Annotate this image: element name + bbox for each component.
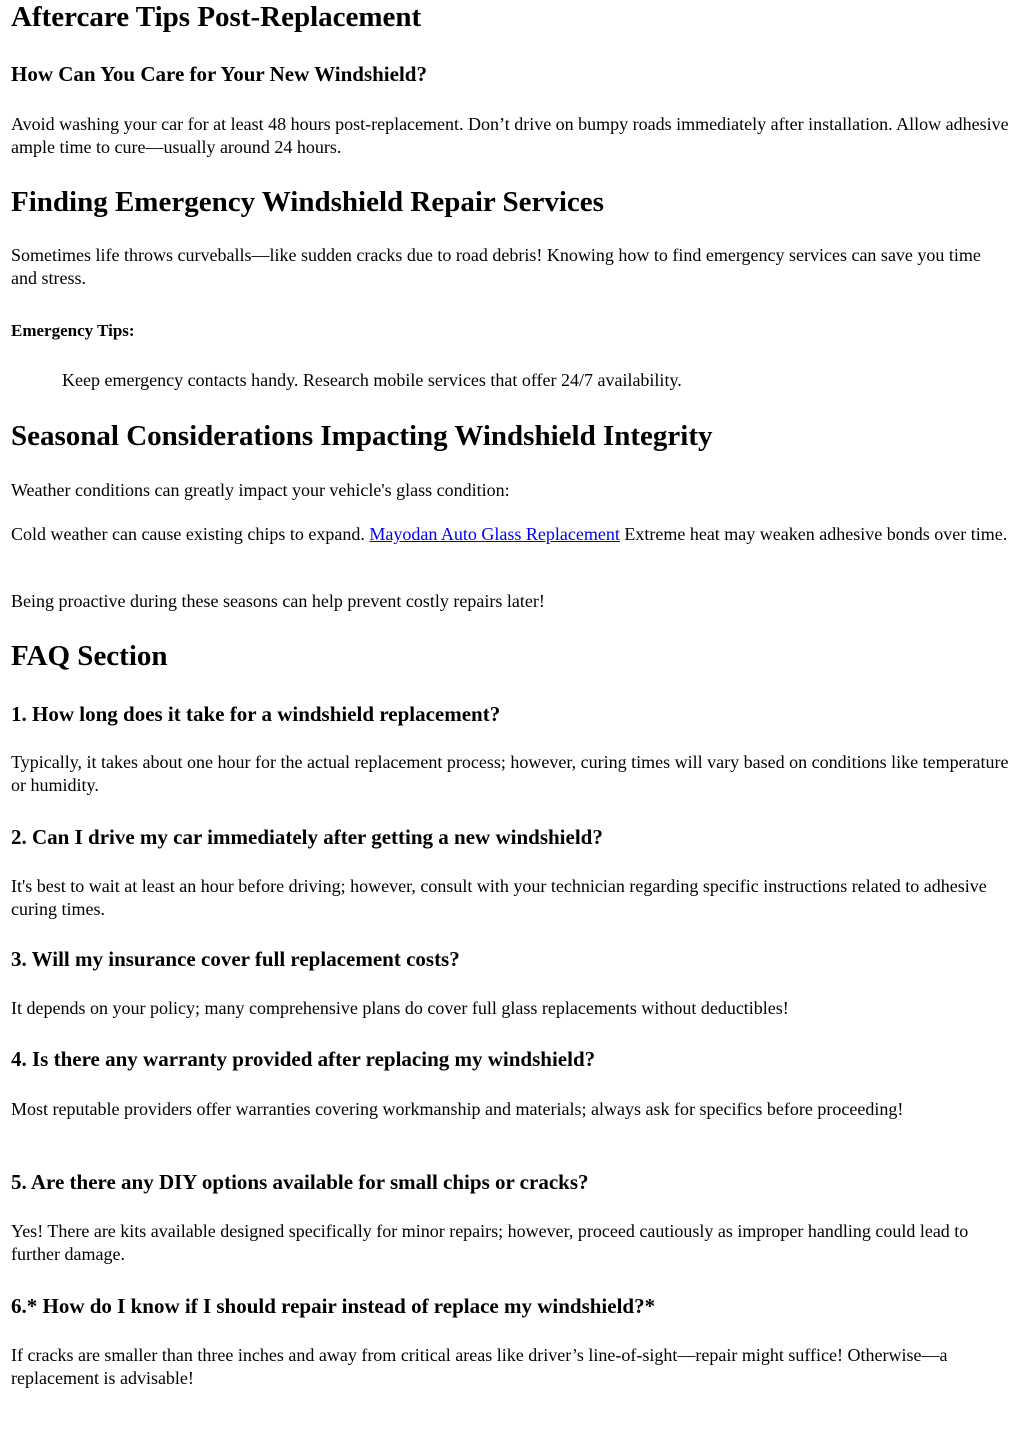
emergency-heading: Finding Emergency Windshield Repair Services bbox=[11, 186, 604, 218]
seasonal-text-after-link: Extreme heat may weaken adhesive bonds over time. bbox=[619, 524, 1008, 544]
mayodan-auto-glass-link[interactable]: Mayodan Auto Glass Replacement bbox=[369, 524, 620, 544]
emergency-tips-blockquote: Keep emergency contacts handy. Research mobile services that offer 24/7 availability. bbox=[62, 370, 682, 390]
faq-answer: Typically, it takes about one hour for the actual replacement process; however, curing times will vary based on conditions like temperature or humidity. bbox=[11, 752, 1009, 795]
seasonal-heading: Seasonal Considerations Impacting Windshield Integrity bbox=[11, 420, 713, 452]
faq-question: 6.* How do I know if I should repair instead of replace my windshield?* bbox=[11, 1294, 656, 1318]
faq-heading: FAQ Section bbox=[11, 640, 168, 672]
seasonal-closing: Being proactive during these seasons can help prevent costly repairs later! bbox=[11, 591, 545, 611]
faq-answer: Yes! There are kits available designed specifically for minor repairs; however, proceed cautiously as improper handling could lead to further damage. bbox=[11, 1221, 969, 1264]
aftercare-paragraph: Avoid washing your car for at least 48 hours post-replacement. Don’t drive on bumpy roads immediately after installation. Allow adhesive ample time to cure—usually around 24 hours. bbox=[11, 114, 1009, 157]
faq-answer: Most reputable providers offer warranties covering workmanship and materials; always ask for specifics before proceeding! bbox=[11, 1099, 904, 1119]
faq-answer: It depends on your policy; many comprehensive plans do cover full glass replacements without deductibles! bbox=[11, 998, 789, 1018]
faq-answer: It's best to wait at least an hour before driving; however, consult with your technician regarding specific instructions related to adhesive curing times. bbox=[11, 876, 987, 919]
aftercare-subheading: How Can You Care for Your New Windshield? bbox=[11, 62, 427, 86]
seasonal-text-before-link: Cold weather can cause existing chips to expand. bbox=[11, 524, 370, 544]
faq-question: 2. Can I drive my car immediately after getting a new windshield? bbox=[11, 825, 603, 849]
emergency-tips-heading: Emergency Tips: bbox=[11, 321, 135, 340]
faq-question: 3. Will my insurance cover full replacement costs? bbox=[11, 947, 460, 971]
aftercare-heading: Aftercare Tips Post-Replacement bbox=[11, 1, 422, 33]
seasonal-paragraph bbox=[11, 523, 1011, 546]
faq-question: 1. How long does it take for a windshield replacement? bbox=[11, 702, 501, 726]
faq-question: 5. Are there any DIY options available for small chips or cracks? bbox=[11, 1170, 589, 1194]
emergency-paragraph: Sometimes life throws curveballs—like sudden cracks due to road debris! Knowing how to find emergency services can save you time and stress. bbox=[11, 245, 981, 288]
seasonal-intro: Weather conditions can greatly impact your vehicle's glass condition: bbox=[11, 480, 510, 500]
faq-answer: If cracks are smaller than three inches and away from critical areas like driver’s line-of-sight—repair might suffice! Otherwise—a replacement is advisable! bbox=[11, 1345, 948, 1388]
faq-question: 4. Is there any warranty provided after replacing my windshield? bbox=[11, 1047, 596, 1071]
